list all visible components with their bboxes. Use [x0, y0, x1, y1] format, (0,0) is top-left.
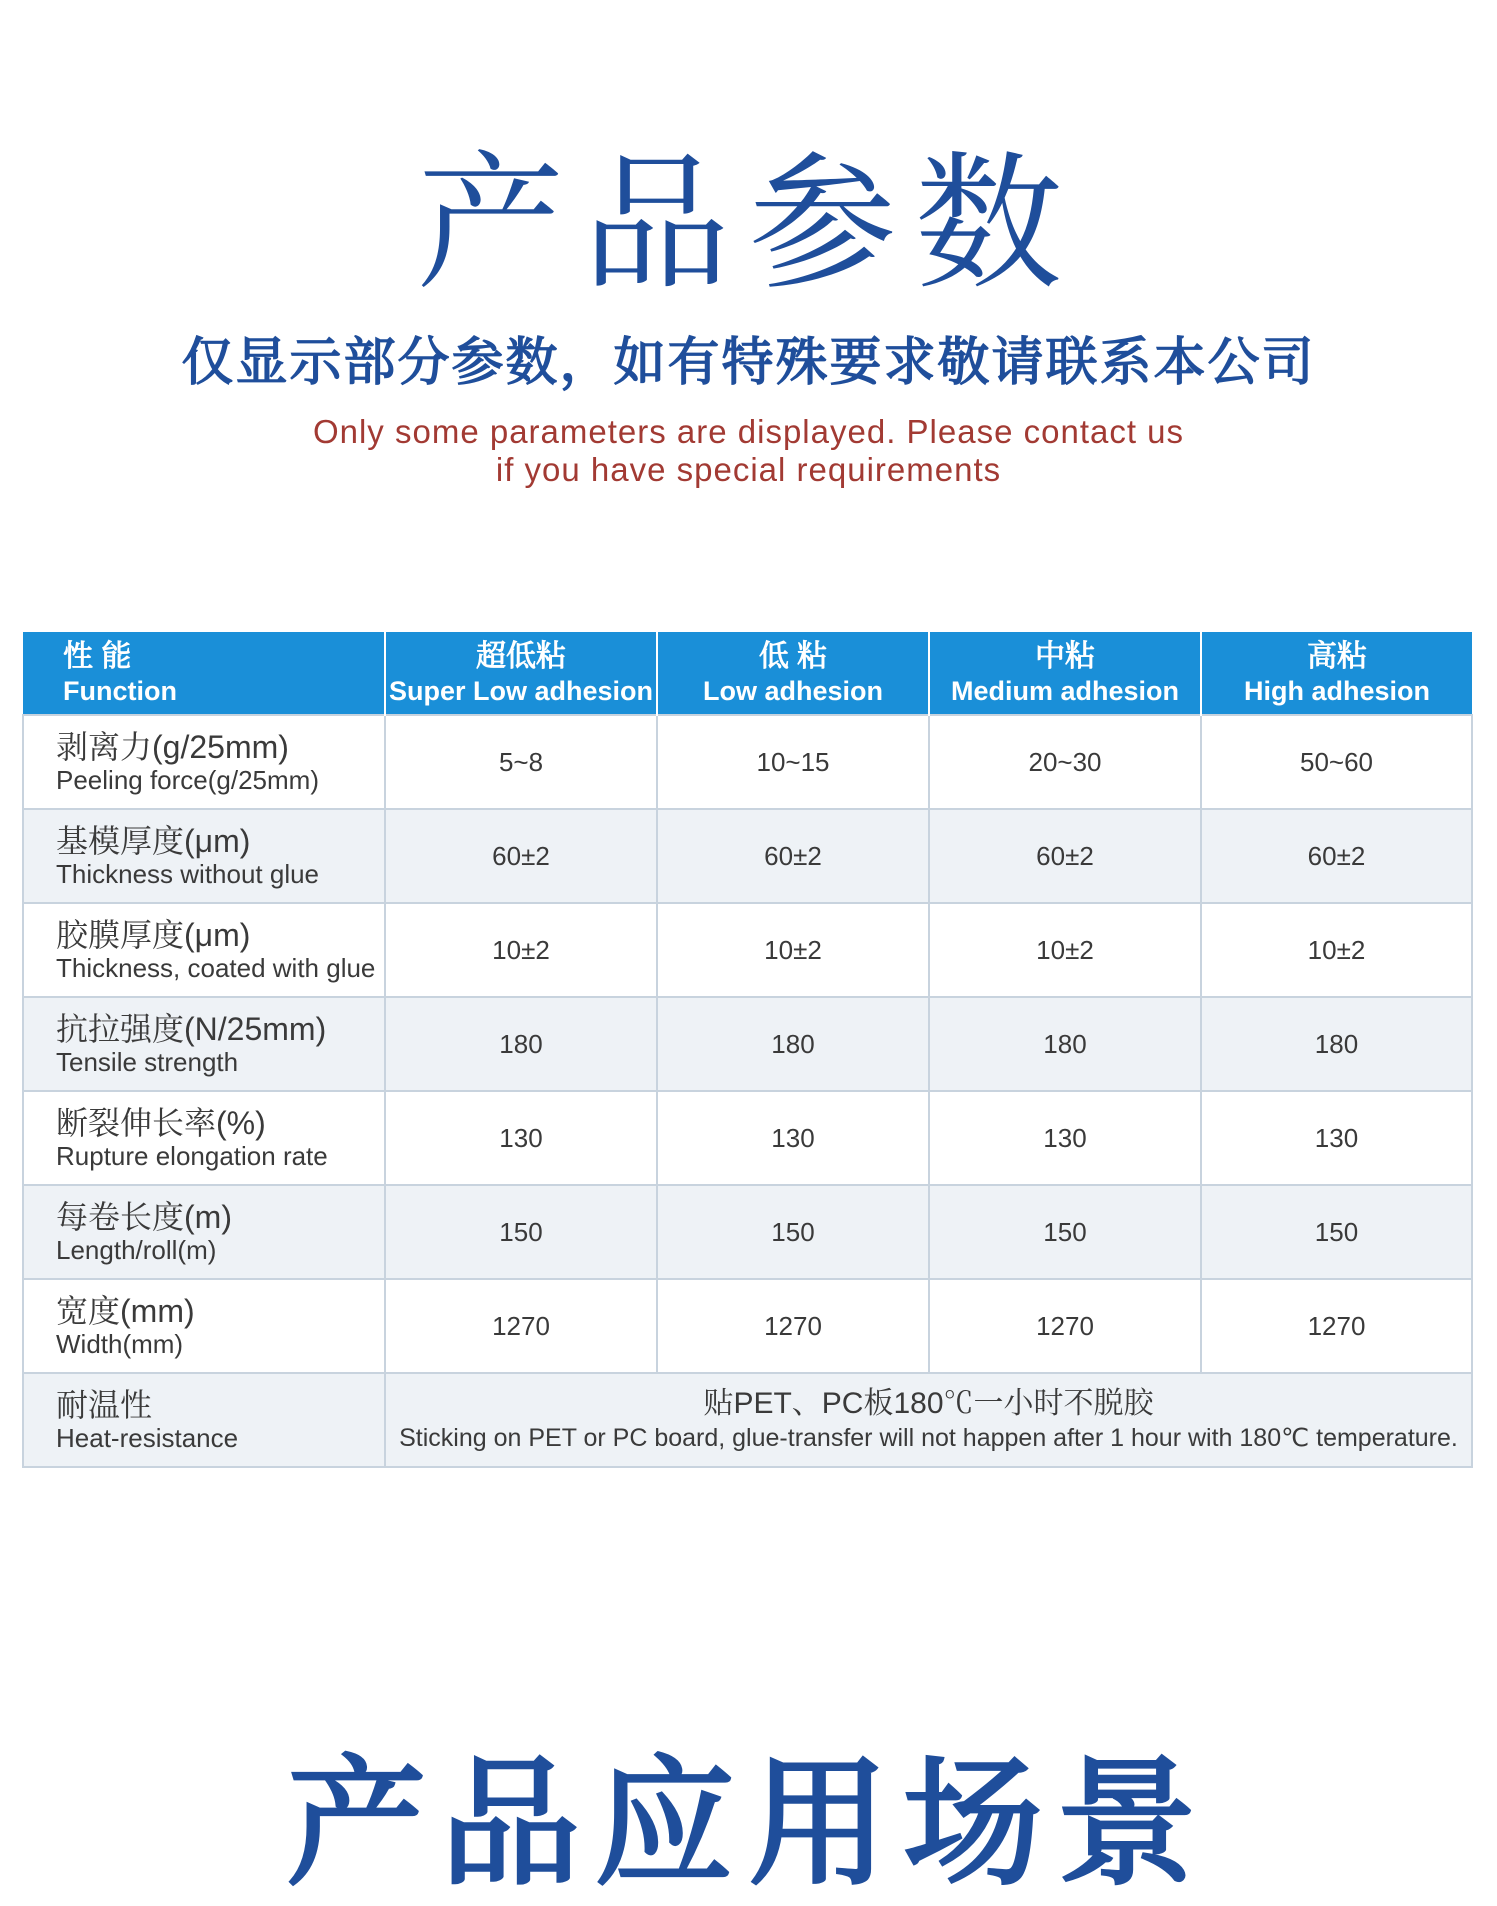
cell-value: 130	[657, 1091, 929, 1185]
subtitle-english	[0, 413, 1497, 489]
page-title: 产品参数	[416, 138, 1081, 310]
header-high	[1201, 632, 1472, 715]
table-row-peeling-force	[23, 715, 1472, 809]
row-label-en: Length/roll(m)	[56, 1235, 217, 1265]
header-cn: 中粘	[1035, 640, 1095, 673]
row-label	[23, 1373, 385, 1467]
row-label-en: Thickness, coated with glue	[56, 953, 376, 983]
row-label-cn: 基模厚度(μm)	[56, 823, 251, 859]
cell-value: 130	[1201, 1091, 1472, 1185]
cell-value: 60±2	[657, 809, 929, 903]
cell-value: 150	[929, 1185, 1201, 1279]
header-cn: 低 粘	[758, 640, 828, 673]
cell-value: 130	[929, 1091, 1201, 1185]
parameters-table	[22, 632, 1473, 1468]
subtitle-chinese: 仅显示部分参数，如有特殊要求敬请联系本公司	[181, 333, 1316, 393]
cell-value: 130	[385, 1091, 657, 1185]
cell-value: 10±2	[657, 903, 929, 997]
row-label-cn: 胶膜厚度(μm)	[56, 917, 251, 953]
row-label-en: Peeling force(g/25mm)	[56, 765, 319, 795]
cell-value: 180	[929, 997, 1201, 1091]
table-row-width	[23, 1279, 1472, 1373]
row-label	[23, 1091, 385, 1185]
cell-value: 150	[1201, 1185, 1472, 1279]
merged-cell-cn: 贴PET、PC板180℃一小时不脱胶	[703, 1387, 1154, 1420]
cell-value: 10±2	[385, 903, 657, 997]
table-row-length-per-roll	[23, 1185, 1472, 1279]
cell-value: 1270	[657, 1279, 929, 1373]
row-label-cn: 每卷长度(m)	[56, 1199, 232, 1235]
header-super-low	[385, 632, 657, 715]
header-low	[657, 632, 929, 715]
subtitle-english-line2: if you have special requirements	[495, 451, 1002, 488]
row-label-cn: 耐温性	[56, 1387, 153, 1423]
cell-value: 20~30	[929, 715, 1201, 809]
row-label	[23, 997, 385, 1091]
header-medium	[929, 632, 1201, 715]
header-cn: 性 能	[63, 640, 132, 673]
table-row-thickness-without-glue	[23, 809, 1472, 903]
row-label	[23, 903, 385, 997]
row-label-en: Heat-resistance	[56, 1423, 239, 1453]
row-label	[23, 1279, 385, 1373]
section-title-applications: 产品应用场景	[286, 1743, 1211, 1906]
table-row-heat-resistance	[23, 1373, 1472, 1467]
header-cn: 高粘	[1307, 640, 1367, 673]
header-function	[23, 632, 385, 715]
cell-value: 10±2	[1201, 903, 1472, 997]
subtitle-english-line1: Only some parameters are displayed. Please contact us	[312, 413, 1185, 450]
cell-value: 150	[657, 1185, 929, 1279]
cell-value: 60±2	[385, 809, 657, 903]
header-cn: 超低粘	[476, 640, 566, 673]
cell-value: 1270	[1201, 1279, 1472, 1373]
row-label	[23, 809, 385, 903]
cell-value: 60±2	[1201, 809, 1472, 903]
merged-cell-heat-resistance	[385, 1373, 1472, 1467]
row-label-cn: 断裂伸长率(%)	[56, 1105, 266, 1141]
cell-value: 180	[1201, 997, 1472, 1091]
header-en: Super Low adhesion	[388, 676, 654, 706]
cell-value: 1270	[929, 1279, 1201, 1373]
row-label-en: Width(mm)	[56, 1329, 184, 1359]
row-label-en: Thickness without glue	[56, 859, 320, 889]
row-label	[23, 715, 385, 809]
cell-value: 5~8	[385, 715, 657, 809]
header-en: Function	[63, 676, 177, 706]
table-header-row	[23, 632, 1472, 715]
cell-value: 150	[385, 1185, 657, 1279]
table-row-rupture-elongation	[23, 1091, 1472, 1185]
merged-cell-en: Sticking on PET or PC board, glue-transfer will not happen after 1 hour with 180℃ temperature.	[399, 1424, 1458, 1452]
table-row-thickness-with-glue	[23, 903, 1472, 997]
row-label-en: Tensile strength	[56, 1047, 239, 1077]
row-label	[23, 1185, 385, 1279]
cell-value: 180	[657, 997, 929, 1091]
cell-value: 10~15	[657, 715, 929, 809]
row-label-cn: 宽度(mm)	[56, 1293, 195, 1329]
header-en: Low adhesion	[702, 676, 883, 706]
cell-value: 10±2	[929, 903, 1201, 997]
cell-value: 50~60	[1201, 715, 1472, 809]
row-label-cn: 抗拉强度(N/25mm)	[56, 1011, 327, 1047]
table-row-tensile-strength	[23, 997, 1472, 1091]
parameters-table-container	[22, 632, 1471, 1468]
cell-value: 180	[385, 997, 657, 1091]
cell-value: 60±2	[929, 809, 1201, 903]
row-label-en: Rupture elongation rate	[56, 1141, 328, 1171]
row-label-cn: 剥离力(g/25mm)	[56, 729, 289, 765]
header-en: Medium adhesion	[950, 676, 1180, 706]
cell-value: 1270	[385, 1279, 657, 1373]
header-en: High adhesion	[1243, 676, 1430, 706]
